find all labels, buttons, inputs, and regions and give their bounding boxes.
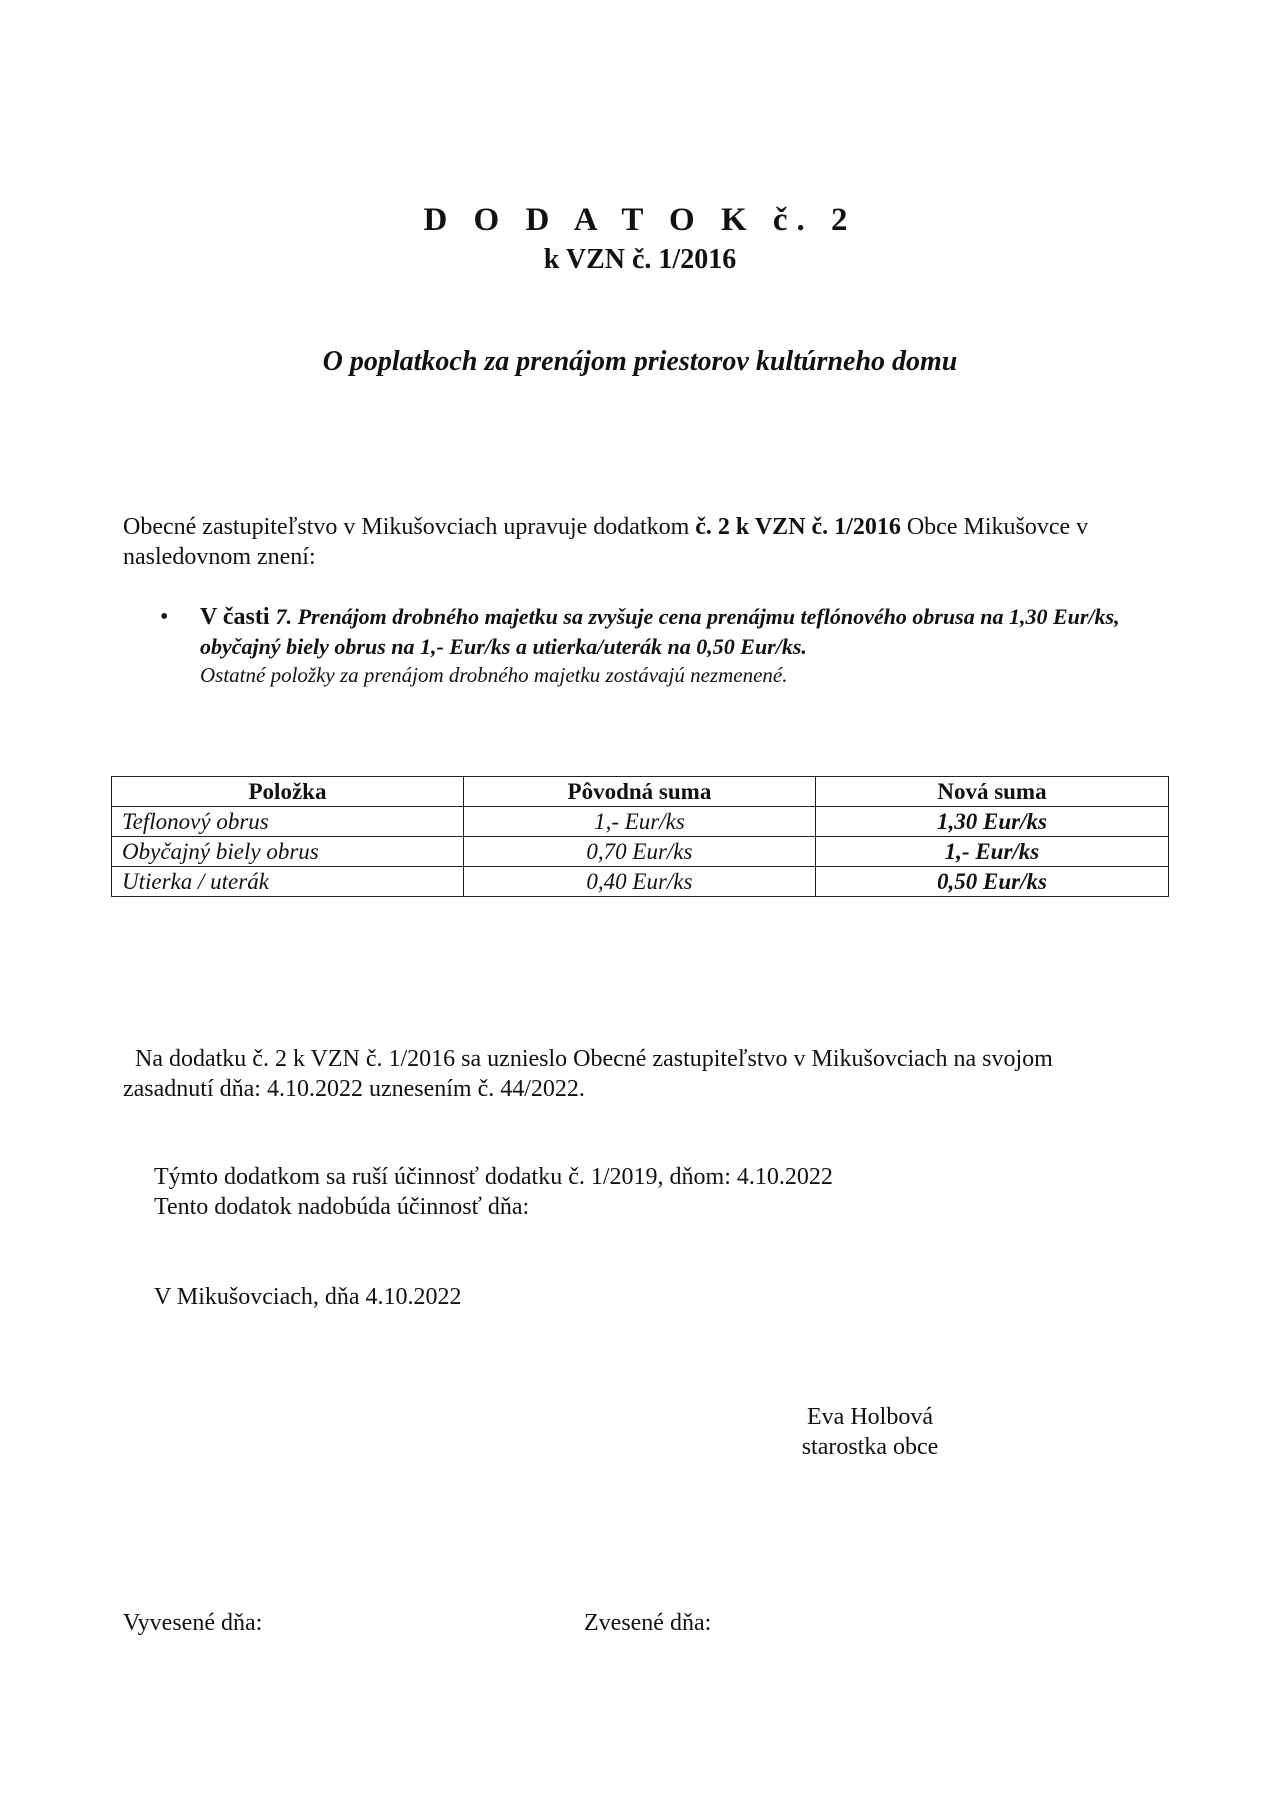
posted-date-label: Vyvesené dňa:: [123, 1610, 263, 1636]
signatory-role: starostka obce: [801, 1434, 939, 1460]
table-row: [112, 867, 1169, 897]
effect-line-2: Tento dodatok nadobúda účinnosť dňa:: [154, 1194, 530, 1220]
cell-item: Obyčajný biely obrus: [112, 837, 464, 867]
cell-new: 0,50 Eur/ks: [815, 867, 1168, 897]
approval-line-1: Na dodatku č. 2 k VZN č. 1/2016 sa uznieslo Obecné zastupiteľstvo v Mikušovciach na svojom: [135, 1046, 1053, 1072]
price-table: [111, 776, 1169, 897]
bullet-rest-text: Ostatné položky za prenájom drobného majetku zostávajú nezmenené.: [200, 663, 788, 687]
bullet-change-text: Prenájom drobného majetku sa zvyšuje cena prenájmu teflónového obrusa na 1,30 Eur/ks, obyčajný biely obrus na 1,- Eur/ks a utierka/uterák na 0,50 Eur/ks.: [200, 604, 1120, 659]
intro-paragraph: [123, 512, 1183, 572]
header-item: Položka: [112, 777, 464, 807]
cell-original: 0,40 Eur/ks: [463, 867, 815, 897]
cell-original: 1,- Eur/ks: [463, 807, 815, 837]
approval-paragraph: [123, 1044, 1183, 1104]
header-original: Pôvodná suma: [463, 777, 815, 807]
signature-block: [760, 1402, 980, 1462]
header-new: Nová suma: [815, 777, 1168, 807]
bullet-number: 7.: [275, 604, 298, 629]
bullet-item: [200, 602, 1130, 690]
intro-text-end: Obce Mikušovce v nasledovnom znení:: [123, 514, 1089, 570]
cell-original: 0,70 Eur/ks: [463, 837, 815, 867]
cell-new: 1,30 Eur/ks: [815, 807, 1168, 837]
removed-date-label: Zvesené dňa:: [584, 1610, 712, 1636]
table-row: [112, 837, 1169, 867]
cell-new: 1,- Eur/ks: [815, 837, 1168, 867]
document-subtitle: k VZN č. 1/2016: [543, 244, 737, 275]
place-date: V Mikušovciach, dňa 4.10.2022: [154, 1284, 462, 1310]
effect-line-1: Týmto dodatkom sa ruší účinnosť dodatku č. 1/2019, dňom: 4.10.2022: [154, 1164, 833, 1190]
effect-paragraph: [154, 1162, 1154, 1222]
document-title: D O D A T O K č. 2: [423, 202, 857, 238]
cell-item: Teflonový obrus: [112, 807, 464, 837]
intro-text-start: Obecné zastupiteľstvo v Mikušovciach upravuje dodatkom: [123, 514, 696, 540]
approval-line-2: zasadnutí dňa: 4.10.2022 uznesením č. 44/2022.: [123, 1076, 585, 1102]
cell-item: Utierka / uterák: [112, 867, 464, 897]
signatory-name: Eva Holbová: [807, 1404, 933, 1430]
document-subject: O poplatkoch za prenájom priestorov kultúrneho domu: [322, 346, 958, 377]
table-header-row: [112, 777, 1169, 807]
table-row: [112, 807, 1169, 837]
intro-text-bold: č. 2 k VZN č. 1/2016: [695, 514, 901, 540]
bullet-symbol: •: [160, 604, 169, 630]
bullet-lead: V časti: [200, 604, 276, 630]
